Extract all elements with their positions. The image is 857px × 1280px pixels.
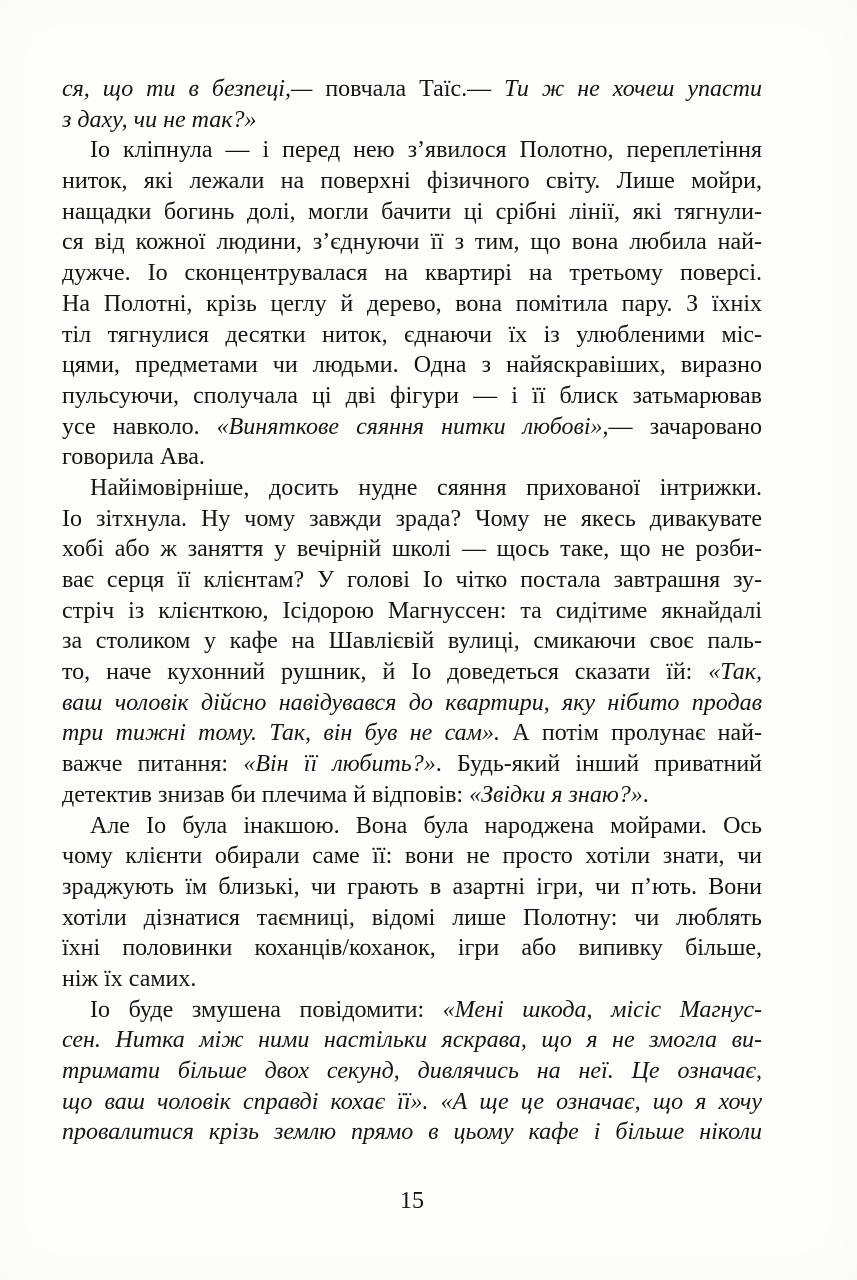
text-segment: ся від кожної людини, з’єднуючи її з тим, що вона любила най- [62,229,762,256]
text-segment: то, наче кухонний рушник, й Іо доведеться сказати їй: [62,659,709,686]
italic-text-segment: три тижні тому. Так, він був не сам». [62,720,500,747]
text-line [62,811,762,842]
text-line [62,135,762,166]
italic-text-segment: «Так, [708,659,762,686]
text-line [62,596,762,627]
text-line [62,197,762,228]
text-line [62,412,762,443]
text-segment: ,— зачаровано [602,413,762,440]
text-line [62,74,762,105]
text-segment: ниток, які лежали на поверхні фізичного світу. Лише мойри, [62,168,762,195]
text-segment: усе навколо. [62,413,217,440]
text-line [62,933,762,964]
text-line [62,166,762,197]
text-segment: Іо буде змушена повідомити: [90,996,443,1023]
text-segment: їхні половинки коханців/коханок, ігри або випивку більше, [62,935,762,962]
text-segment: за столиком у кафе на Шавлієвій вулиці, смикаючи своє паль- [62,628,762,655]
text-line [62,903,762,934]
text-block [62,74,762,1148]
text-segment: Найімовірніше, досить нудне сяяння прихованої інтрижки. [90,474,762,501]
text-segment: говорила Ава. [62,444,205,471]
text-line [62,872,762,903]
text-line [62,473,762,504]
text-line [62,749,762,780]
text-segment: Іо зітхнула. Ну чому завжди зрада? Чому не якесь дивакувате [62,505,762,532]
text-line [62,227,762,258]
text-line [62,504,762,535]
italic-text-segment: що ваш чоловік справді кохає її». «А ще це означає, що я хочу [62,1088,762,1115]
text-line [62,780,762,811]
text-line [62,1087,762,1118]
text-segment: ває серця її клієнтам? У голові Іо чітко постала завтрашня зу- [62,567,762,593]
text-line [62,534,762,565]
text-segment: На Полотні, крізь цеглу й дерево, вона помітила пару. З їхніх [62,290,762,317]
text-segment: важче питання: [62,751,244,778]
text-line [62,350,762,381]
text-segment: чому клієнти обирали саме її: вони не просто хотіли знати, чи [62,843,762,870]
italic-text-segment: ваш чоловік дійсно навідувався до квартири, яку нібито продав [62,689,762,716]
text-line [62,626,762,657]
text-segment: ніж їх самих. [62,965,197,992]
italic-text-segment: Ти ж не хочеш упасти [504,76,762,102]
italic-text-segment: «Звідки я знаю?» [469,781,643,808]
text-segment: нащадки богинь долі, могли бачити ці срібні лінії, які тягнули- [62,198,762,225]
text-segment: Іо кліпнула — і перед нею з’явилося Полотно, переплетіння [90,137,762,164]
italic-text-segment: з даху, чи не так?» [62,106,257,133]
text-segment: . Будь-який інший приватний [435,751,762,778]
text-segment: дужче. Іо сконцентрувалася на квартирі на третьому поверсі. [62,260,762,287]
text-segment: повчала Таїс.— [325,76,505,102]
text-segment: хобі або ж заняття у вечірній школі — щось таке, що не розби- [62,536,762,563]
text-segment: хотіли дізнатися таємниці, відомі лише Полотну: чи люблять [62,904,762,931]
text-segment: зраджують їм близькі, чи грають в азартні ігри, чи п’ють. Вони [62,873,762,900]
text-line [62,1117,762,1148]
italic-text-segment: «Виняткове сяяння нитки любові» [216,413,603,440]
text-line [62,1025,762,1056]
page-number: 15 [400,1188,424,1214]
italic-text-segment: «Він її любить?» [243,751,436,778]
text-line [62,442,762,473]
text-segment: Але Іо була інакшою. Вона була народжена мойрами. Ось [90,812,762,839]
text-segment: . [642,781,649,808]
text-line [62,565,762,596]
text-line [62,995,762,1026]
italic-text-segment: «Мені шкода, місіс Магнус- [442,996,762,1023]
text-segment: тіл тягнулися десятки ниток, єднаючи їх із улюбленими міс- [62,321,762,348]
italic-text-segment: тримати більше двох секунд, дивлячись на неї. Це означає, [62,1058,762,1084]
text-segment: стріч із клієнткою, Ісідорою Магнуссен: та сидітиме якнайдалі [62,597,762,624]
text-segment: пульсуючи, сполучала ці дві фігури — і її блиск затьмарював [62,382,762,409]
text-line [62,718,762,749]
text-line [62,841,762,872]
text-line [62,258,762,289]
text-line [62,657,762,688]
text-line [62,105,762,136]
text-line [62,688,762,719]
text-segment: А потім пролунає най- [499,720,762,747]
text-line [62,964,762,995]
italic-text-segment: сен. Нитка між ними настільки яскрава, що я не змогла ви- [62,1027,762,1054]
italic-text-segment: ся, що ти в безпеці,— [62,76,326,102]
text-line [62,320,762,351]
text-line [62,1056,762,1087]
italic-text-segment: провалитися крізь землю прямо в цьому кафе і більше ніколи [62,1119,762,1146]
text-segment: детектив знизав би плечима й відповів: [62,781,470,808]
text-line [62,381,762,412]
text-line [62,289,762,320]
text-segment: цями, предметами чи людьми. Одна з найяскравіших, виразно [62,352,762,379]
